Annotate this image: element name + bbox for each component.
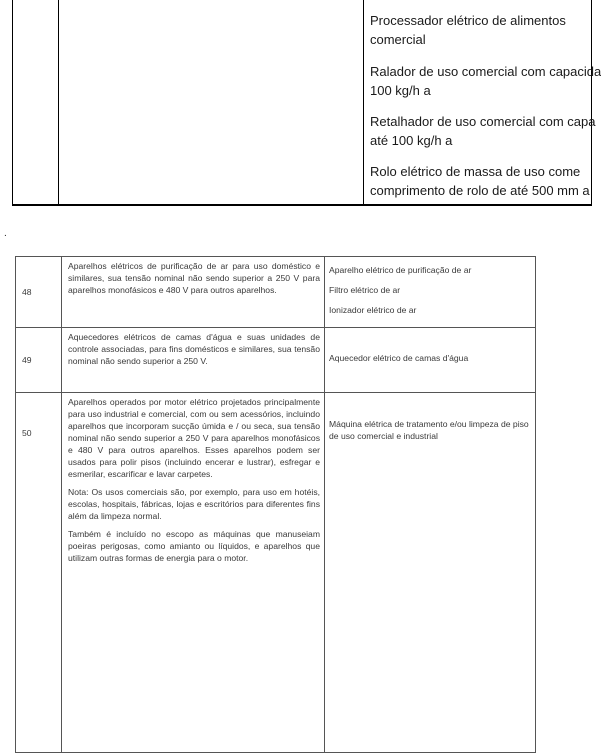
table-row — [16, 393, 536, 753]
table-row — [16, 328, 536, 393]
product-item: Ionizador elétrico de ar — [329, 305, 417, 315]
description-paragraph: Aparelhos operados por motor elétrico projetados principalmente para uso industrial e comercial, com ou sem acessórios, incluindo aparelhos que incorporam sucção úmida e / ou seca, sua tensão nominal não sendo superior a 250 V para aparelhos monofásicos e 480 V para outros aparelhos. Esses aparelhos podem ser usados para polir pisos (incluindo encerar e lustrar), esfregar e esmerilar, escarificar e lavar carpetes. — [68, 397, 320, 479]
description-paragraph: Aquecedores elétricos de camas d'água e suas unidades de controle associadas, para fins domésticos e similares, sua tensão nominal não sendo superior a 250 V. — [68, 332, 320, 366]
product-item — [370, 62, 601, 100]
row-products — [325, 328, 536, 393]
table-row — [16, 257, 536, 328]
row-products — [325, 257, 536, 328]
product-line: Processador elétrico de alimentos — [370, 13, 566, 28]
separator-mark: . — [4, 228, 7, 239]
description-paragraph: Aparelhos elétricos de purificação de ar para uso doméstico e similares, sua tensão nominal não sendo superior a 250 V para aparelhos monofásicos e 480 V para outros aparelhos. — [68, 261, 320, 295]
product-line: comprimento de rolo de até 500 mm a — [370, 183, 590, 198]
scope-table — [15, 256, 536, 753]
product-item: Filtro elétrico de ar — [329, 285, 401, 295]
product-item — [370, 112, 596, 150]
number-cell — [13, 0, 59, 205]
row-products — [325, 393, 536, 753]
product-line: comercial — [370, 32, 426, 47]
description-paragraph: Também é incluído no escopo as máquinas que manuseiam poeiras perigosas, como amianto ou líquidos, e aparelhos que utilizam outras formas de energia para o motor. — [68, 529, 320, 563]
note-paragraph: Nota: Os usos comerciais são, por exemplo, para uso em hotéis, escolas, hospitais, fábricas, lojas e escritórios para diferentes fins além da limpeza normal. — [68, 487, 320, 521]
product-item: Máquina elétrica de tratamento e/ou limpeza de piso de uso comercial e industrial — [329, 419, 529, 441]
product-line: Ralador de uso comercial com capacida — [370, 64, 601, 79]
product-item: Aquecedor elétrico de camas d'água — [329, 353, 469, 363]
product-line: Rolo elétrico de massa de uso come — [370, 164, 581, 179]
product-line: 100 kg/h a — [370, 83, 431, 98]
product-item — [370, 162, 591, 200]
row-description — [62, 257, 325, 328]
continued-table — [12, 0, 601, 206]
row-number: 49 — [16, 328, 62, 393]
description-cell — [59, 0, 364, 205]
row-description — [62, 328, 325, 393]
product-item — [370, 11, 591, 49]
row-number: 50 — [16, 393, 62, 753]
product-line: até 100 kg/h a — [370, 133, 453, 148]
product-line: Retalhador de uso comercial com capa — [370, 114, 596, 129]
row-description — [62, 393, 325, 753]
products-cell — [364, 0, 601, 205]
product-item: Aparelho elétrico de purificação de ar — [329, 265, 472, 275]
row-number: 48 — [16, 257, 62, 328]
